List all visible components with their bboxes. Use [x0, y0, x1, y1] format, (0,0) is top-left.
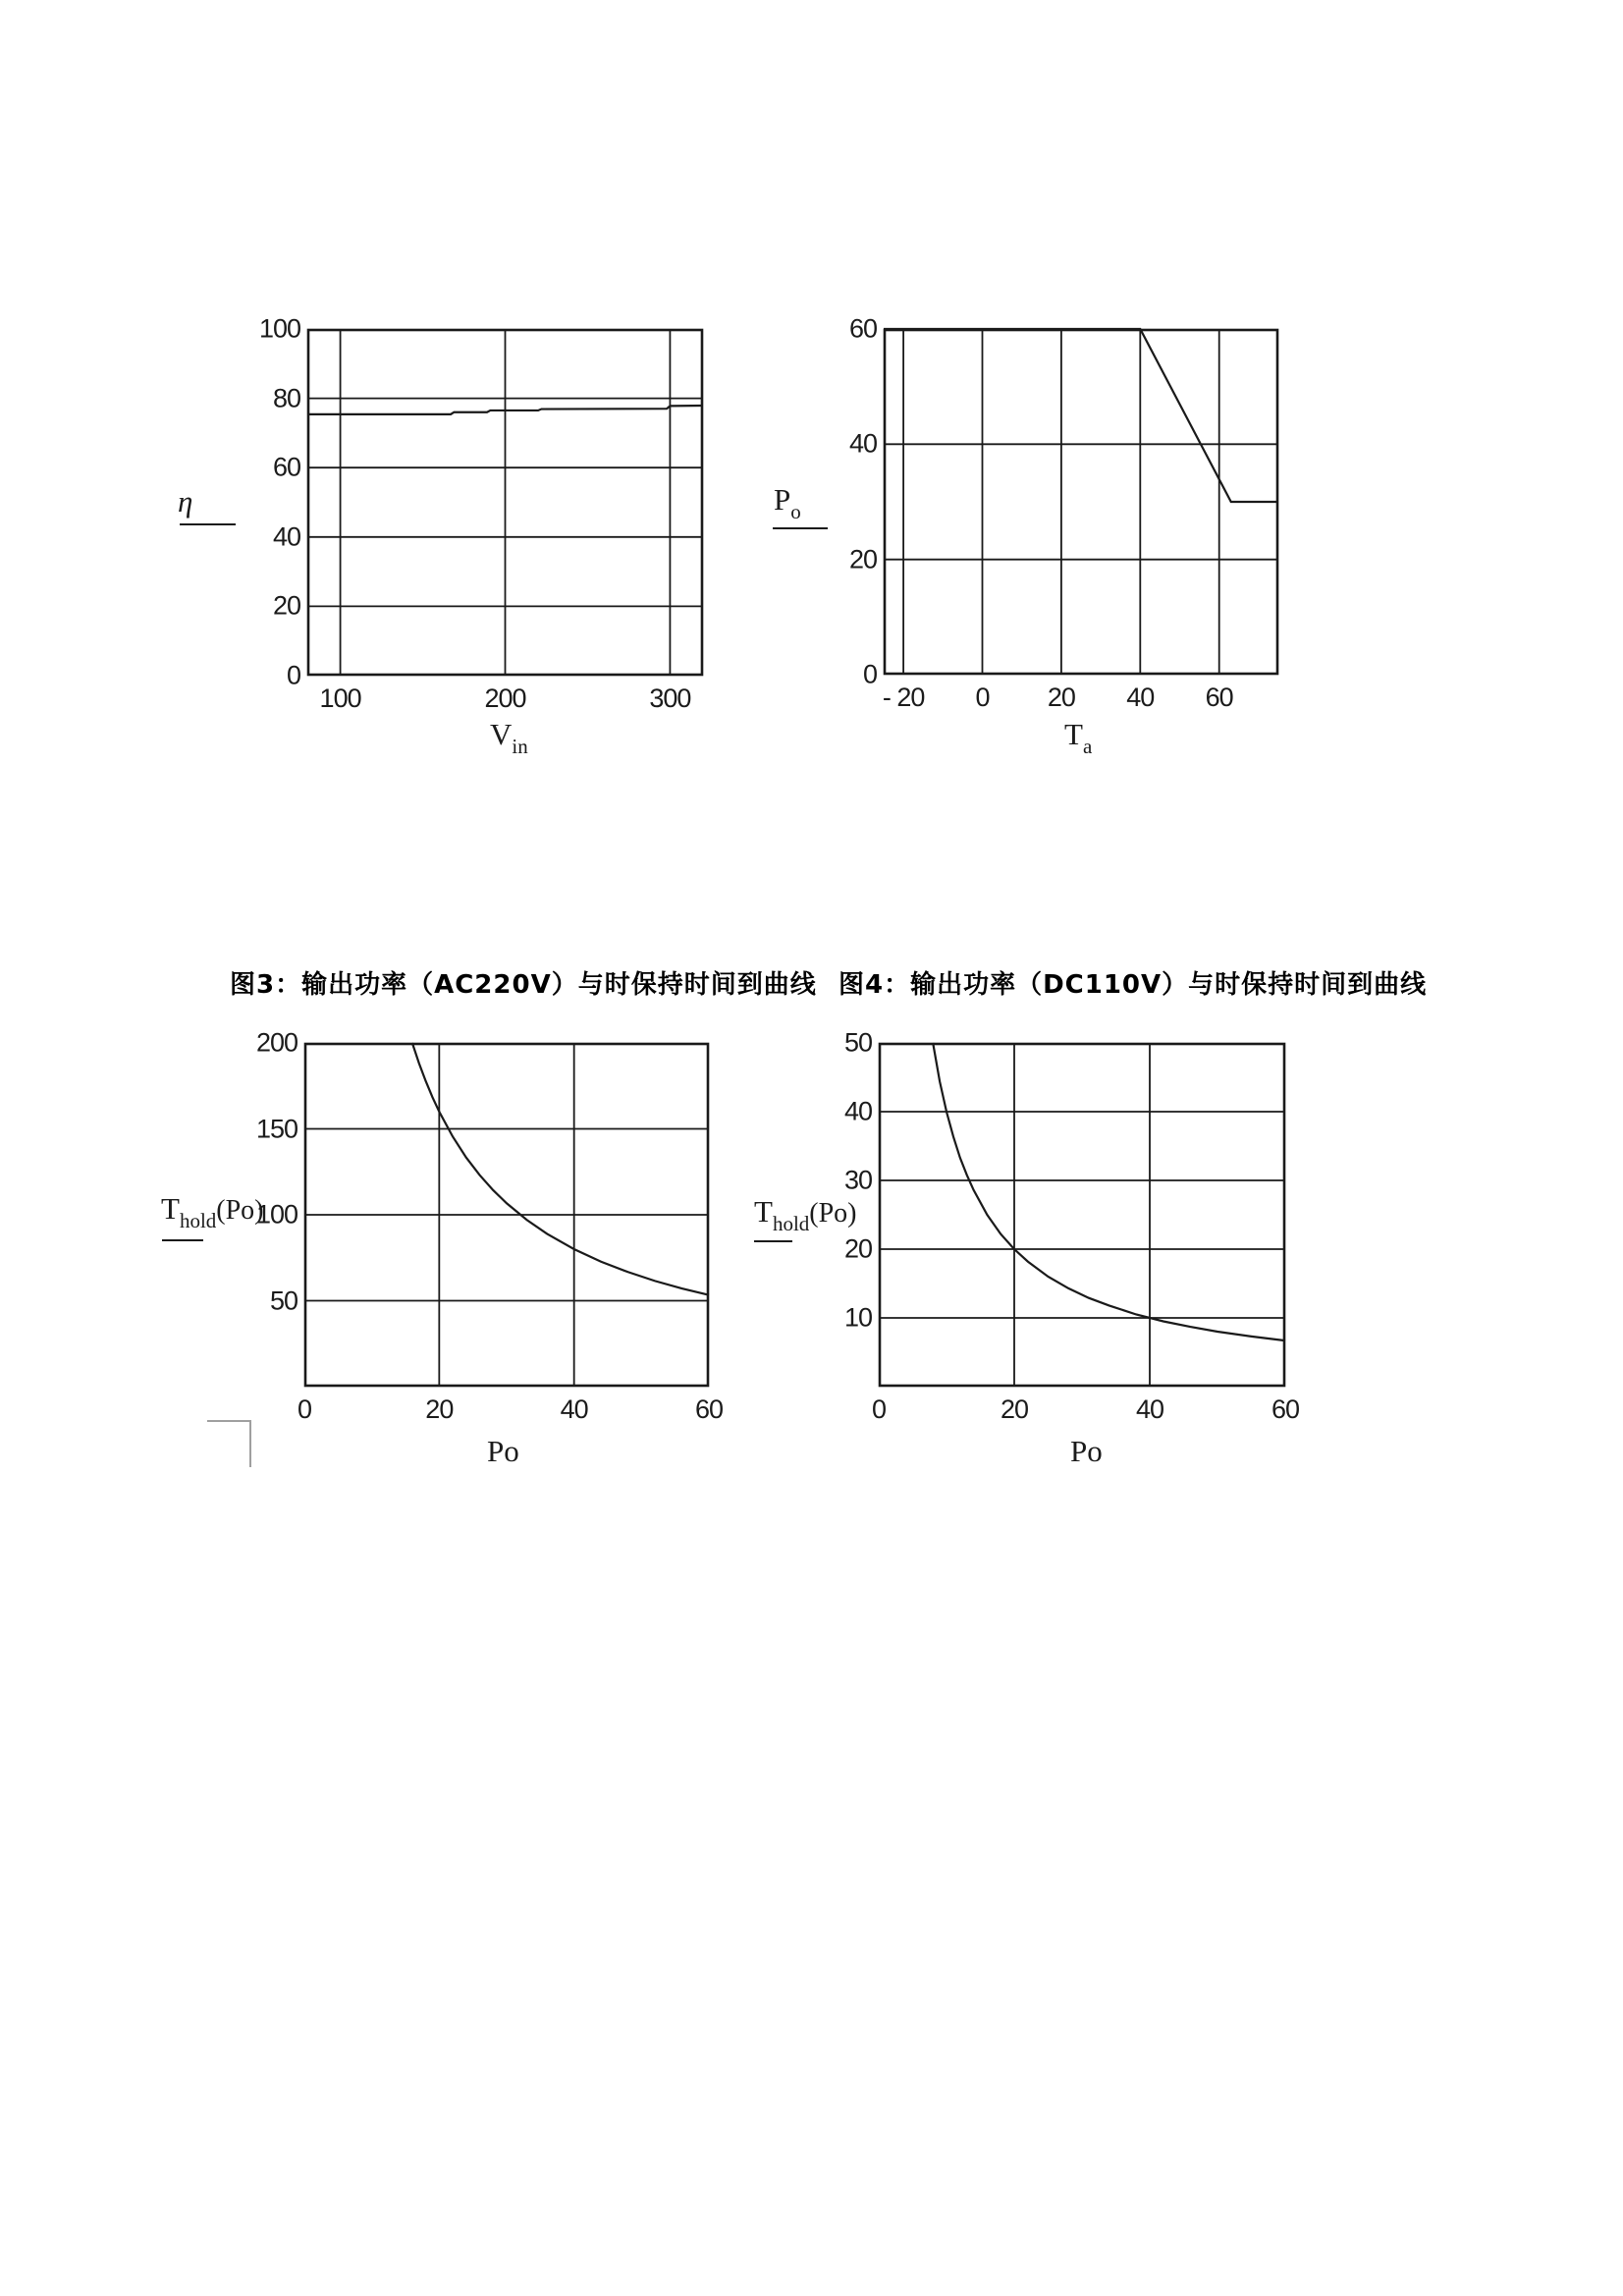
x-axis-label-vin: $V_{in}$: [490, 717, 528, 758]
y-axis-label-thold: $T_{hold}(Po)$: [161, 1191, 264, 1232]
x-axis-label-po: Po: [487, 1434, 519, 1468]
y-tick-label: 40: [843, 1096, 872, 1126]
figure3-title: 图3：输出功率（AC220V）与时保持时间到曲线: [230, 970, 817, 1000]
x-axis-label-ta: $T_a$: [1064, 717, 1093, 758]
y-tick-label: 200: [255, 1027, 298, 1058]
y-tick-label: 50: [843, 1027, 872, 1058]
y-axis-label-eta: η: [178, 484, 193, 519]
x-tick-label: 100: [319, 683, 361, 713]
plot-area-derating: [884, 329, 1278, 675]
y-tick-label: 60: [272, 452, 300, 482]
y-tick-label: 20: [272, 590, 300, 621]
x-tick-label: 40: [1126, 683, 1155, 712]
x-tick-label: 60: [694, 1394, 724, 1424]
chart-holdup-time-dc110v: [754, 1027, 1300, 1468]
y-axis-label-underline: [180, 523, 236, 525]
x-tick-label: 20: [1047, 683, 1075, 712]
y-tick-label: 60: [848, 313, 877, 344]
y-tick-label: 150: [255, 1114, 298, 1143]
y-tick-label: 0: [286, 660, 300, 690]
y-tick-label: 20: [848, 544, 877, 574]
y-tick-label: 40: [848, 428, 877, 459]
x-tick-label: 60: [1271, 1394, 1300, 1424]
y-tick-label: 0: [862, 659, 877, 689]
x-tick-label: 20: [425, 1394, 454, 1424]
y-tick-label: 20: [843, 1233, 872, 1264]
x-tick-label: 0: [297, 1394, 312, 1424]
y-axis-label-underline: [162, 1239, 203, 1241]
y-tick-label: 50: [269, 1285, 298, 1315]
plot-area-holdup-dc: [879, 1043, 1285, 1387]
y-tick-label: 100: [255, 1199, 298, 1230]
plot-area-efficiency: [307, 329, 703, 676]
y-axis-label-underline: [773, 527, 828, 529]
x-tick-label: 60: [1205, 683, 1233, 712]
y-tick-label: 80: [272, 383, 300, 413]
x-tick-label: 200: [484, 683, 526, 713]
plot-area-holdup-ac: [304, 1043, 709, 1387]
y-axis-label-underline: [754, 1240, 792, 1242]
x-tick-label: 0: [975, 683, 990, 712]
chart-power-vs-temperature: [774, 313, 1278, 758]
chart-efficiency-vs-vin: [178, 313, 703, 758]
y-axis-label-po: $P_o$: [774, 482, 801, 523]
x-tick-label: 300: [649, 683, 691, 713]
stray-corner-mark: [207, 1420, 251, 1467]
x-tick-label: 40: [1135, 1394, 1164, 1424]
y-tick-label: 100: [258, 313, 300, 344]
x-tick-label: 40: [560, 1394, 588, 1424]
y-tick-label: 40: [272, 521, 300, 552]
y-tick-label: 10: [843, 1302, 872, 1333]
x-axis-label-po: Po: [1070, 1434, 1103, 1468]
figure4-title: 图4：输出功率（DC110V）与时保持时间到曲线: [839, 970, 1428, 1000]
y-axis-label-thold: $T_{hold}(Po)$: [754, 1194, 857, 1235]
chart-holdup-time-ac220v: [161, 1027, 724, 1468]
x-tick-label: 20: [1000, 1394, 1029, 1424]
x-tick-label: 0: [871, 1394, 887, 1424]
x-tick-label: - 20: [882, 683, 925, 712]
y-tick-label: 30: [843, 1165, 872, 1195]
